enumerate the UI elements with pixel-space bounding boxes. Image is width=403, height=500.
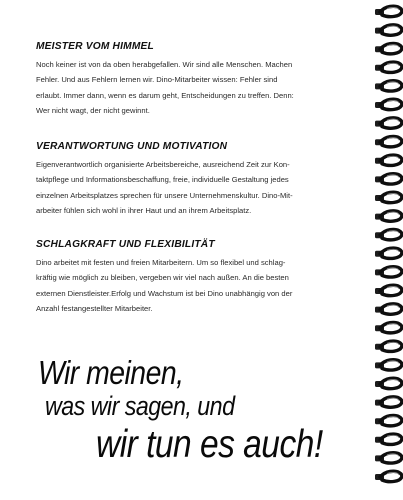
binding-ring-highlight — [387, 193, 399, 196]
binding-ring-highlight — [387, 26, 399, 29]
section-heading: MEISTER VOM HIMMEL — [36, 41, 154, 52]
spiral-binding — [371, 0, 403, 500]
binding-ring-highlight — [387, 119, 399, 122]
paragraph-line: Eigenverantwortlich organisierte Arbeitsbereiche, ausreichend Zeit zur Kon- — [36, 160, 290, 169]
slogan-line-2: was wir sagen, und — [45, 391, 235, 421]
section-paragraph — [36, 157, 354, 219]
binding-ring-highlight — [387, 231, 399, 234]
paragraph-line: Dino arbeitet mit festen und freien Mitarbeitern. Um so flexibel und schlag- — [36, 258, 286, 267]
binding-ring-highlight — [387, 156, 399, 159]
binding-ring-highlight — [387, 286, 399, 289]
section-paragraph — [36, 255, 354, 317]
binding-ring-highlight — [387, 472, 399, 475]
binding-ring-highlight — [387, 324, 399, 327]
binding-ring-highlight — [387, 417, 399, 420]
section-heading: SCHLAGKRAFT UND FLEXIBILITÄT — [36, 239, 215, 250]
paragraph-line: Wer nicht wagt, der nicht gewinnt. — [36, 106, 150, 116]
binding-ring-highlight — [387, 175, 399, 178]
binding-ring-highlight — [387, 138, 399, 141]
slogan-line-3: wir tun es auch! — [96, 423, 323, 466]
binding-ring-highlight — [387, 249, 399, 252]
section-schlagkraft-und-flexibilitaet — [36, 238, 354, 317]
binding-ring-highlight — [387, 398, 399, 401]
paragraph-line: externen Dienstleister.Erfolg und Wachstum ist bei Dino unabhängig von der — [36, 288, 293, 298]
binding-ring-highlight — [387, 100, 399, 103]
binding-ring-highlight — [387, 268, 399, 271]
binding-ring-highlight — [387, 361, 399, 364]
paragraph-line: einzelnen Arbeitsplatzes sprechen für unsere Unternehmenskultur. Dino-Mit- — [36, 190, 293, 200]
paragraph-line: Noch keiner ist von da oben herabgefallen. Wir sind alle Menschen. Machen — [36, 60, 293, 69]
binding-ring-highlight — [387, 7, 399, 10]
paragraph-line: Fehler. Und aus Fehlern lernen wir. Dino-Mitarbeiter wissen: Fehler sind — [36, 75, 278, 85]
paragraph-line: erlaubt. Immer dann, wenn es darum geht, Entscheidungen zu treffen. Denn: — [36, 90, 294, 100]
paragraph-line: kräftig wie möglich zu bleiben, vergeben wir viel nach außen. An die besten — [36, 273, 289, 283]
binding-ring-highlight — [387, 454, 399, 457]
paragraph-line: Anzahl festangestellter Mitarbeiter. — [36, 304, 153, 314]
binding-ring-highlight — [387, 212, 399, 215]
section-heading: VERANTWORTUNG UND MOTIVATION — [36, 141, 228, 152]
binding-ring-highlight — [387, 379, 399, 382]
paragraph-line: arbeiter fühlen sich wohl in ihrer Haut und an ihrem Arbeitsplatz. — [36, 206, 252, 216]
section-verantwortung-und-motivation — [36, 140, 354, 219]
paragraph-line: taktpflege und Informationsbeschaffung, freie, individuelle Gestaltung jedes — [36, 175, 289, 185]
binding-ring-highlight — [387, 342, 399, 345]
binding-ring-highlight — [387, 305, 399, 308]
section-paragraph — [36, 57, 354, 119]
binding-ring-highlight — [387, 435, 399, 438]
section-meister-vom-himmel — [36, 40, 354, 119]
slogan-line-1: Wir meinen, — [38, 354, 184, 391]
binding-ring-highlight — [387, 45, 399, 48]
binding-ring-highlight — [387, 82, 399, 85]
binding-ring-highlight — [387, 63, 399, 66]
